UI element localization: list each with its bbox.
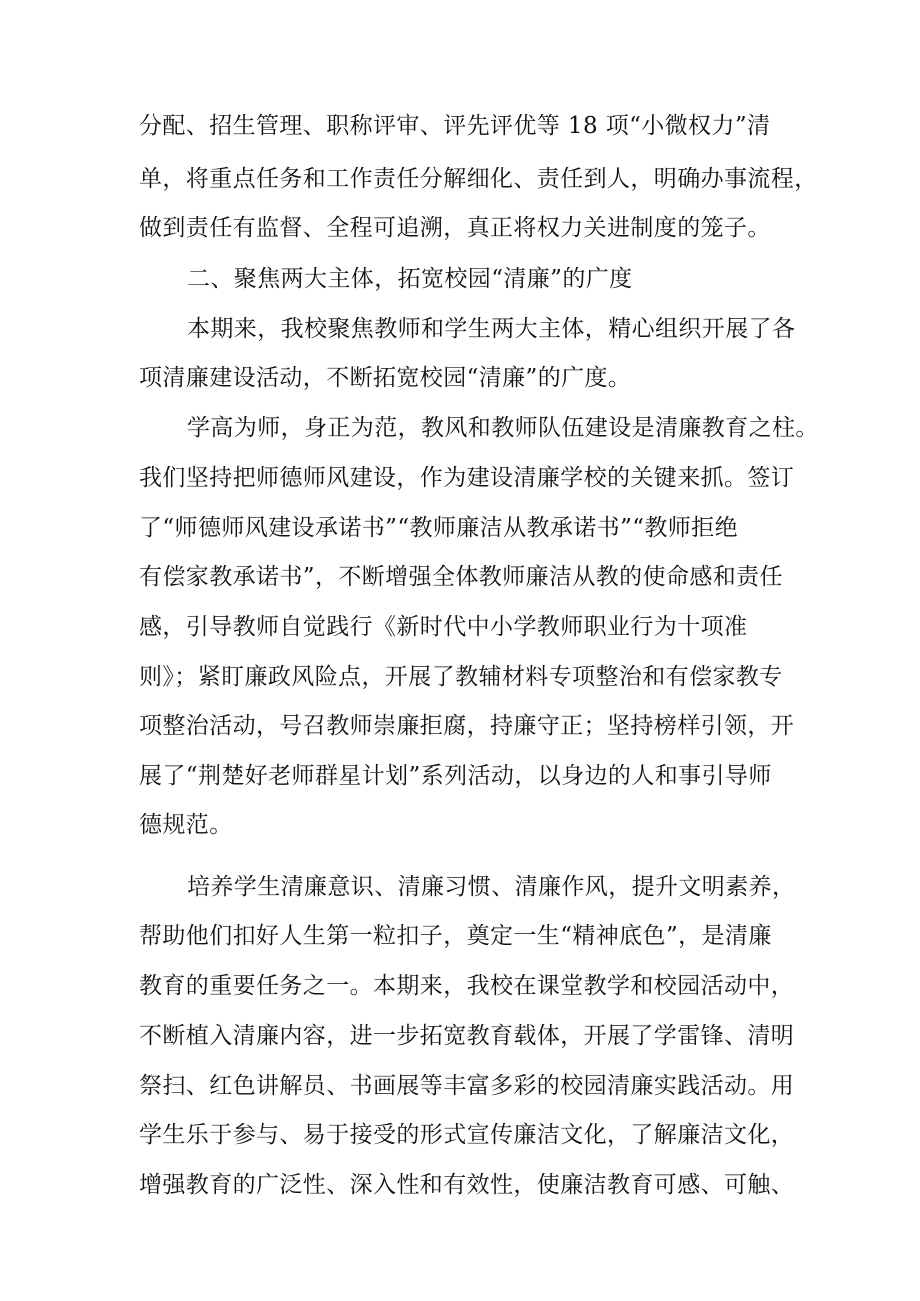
text-line: 做到责任有监督、全程可追溯，真正将权力关进制度的笼子。 [139,215,771,241]
section-heading: 二、聚焦两大主体，拓宽校园“清廉”的广度 [187,266,633,292]
text-line: 我们坚持把师德师风建设，作为建设清廉学校的关键来抓。签订 [139,465,795,491]
text-line: 帮助他们扣好人生第一粒扣子，奠定一生“精神底色”，是清廉 [139,923,772,949]
text-line: 有偿家教承诺书”，不断增强全体教师廉洁从教的使命感和责任 [139,564,783,590]
text-line: 则》；紧盯廉政风险点，开展了教辅材料专项整治和有偿家教专 [139,664,783,690]
text-line: 培养学生清廉意识、清廉习惯、清廉作风，提升文明素养， [187,874,796,900]
text-line: 不断植入清廉内容，进一步拓宽教育载体，开展了学雷锋、清明 [139,1023,795,1049]
text-line: 项清廉建设活动，不断拓宽校园“清廉”的广度。 [139,365,632,391]
text-line: 分配、招生管理、职称评审、评先评优等 18 项“小微权力”清 [139,113,771,139]
text-line: 单，将重点任务和工作责任分解细化、责任到人，明确办事流程， [139,166,818,192]
text-line: 项整治活动，号召教师崇廉拒腐，持廉守正；坚持榜样引领，开 [139,713,795,739]
text-line: 感，引导教师自觉践行《新时代中小学教师职业行为十项准 [139,614,748,640]
text-line: 本期来，我校聚焦教师和学生两大主体，精心组织开展了各 [187,316,796,342]
text-line: 了“师德师风建设承诺书”“教师廉洁从教承诺书”“教师拒绝 [139,515,738,541]
text-line: 学高为师，身正为范，教风和教师队伍建设是清廉教育之柱。 [187,415,819,441]
text-line: 学生乐于参与、易于接受的形式宣传廉洁文化，了解廉洁文化， [139,1122,795,1148]
text-line: 德规范。 [139,812,233,838]
text-line: 祭扫、红色讲解员、书画展等丰富多彩的校园清廉实践活动。用 [139,1073,795,1099]
text-line: 增强教育的广泛性、深入性和有效性，使廉洁教育可感、可触、 [139,1172,795,1198]
text-line: 展了“荆楚好老师群星计划”系列活动，以身边的人和事引导师 [139,763,772,789]
text-line: 教育的重要任务之一。本期来，我校在课堂教学和校园活动中， [139,973,795,999]
